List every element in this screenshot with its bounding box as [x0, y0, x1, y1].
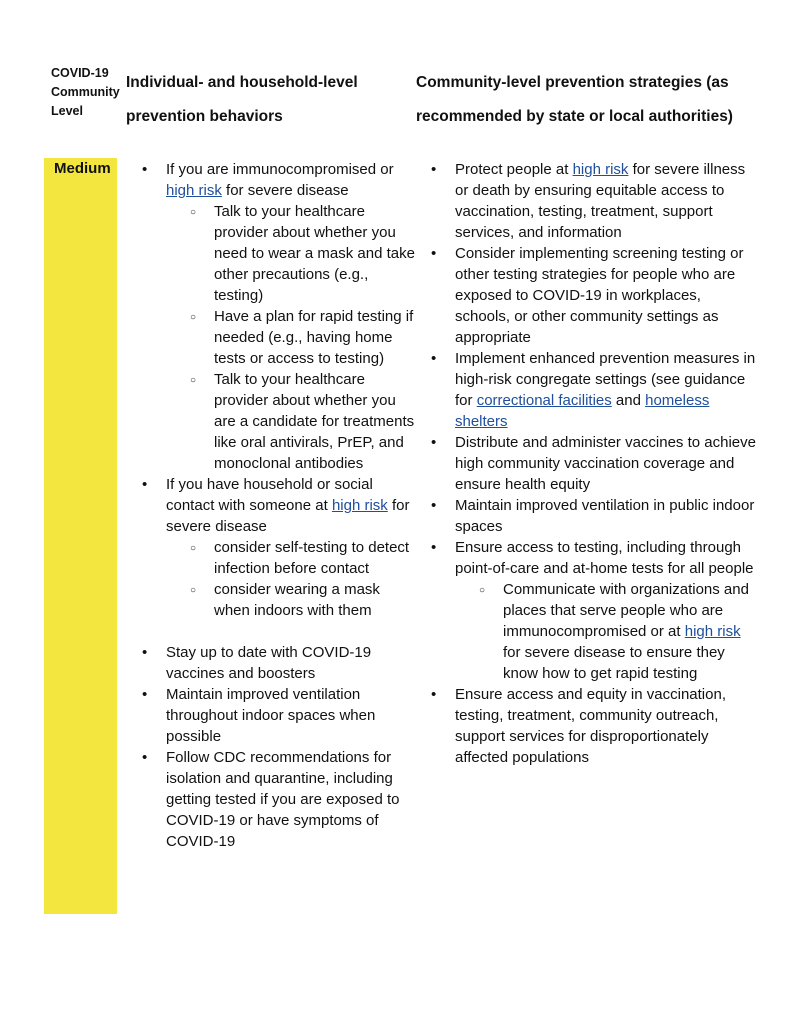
spacer	[166, 621, 418, 642]
list-item: • Stay up to date with COVID-19 vaccines and boosters	[128, 642, 418, 684]
list-item: • Implement enhanced prevention measures in high-risk congregate settings (see guidance for correctional facilities and homeless shelters	[417, 348, 757, 432]
sub-list-item: ○ Communicate with organizations and places that serve people who are immunocompromised or at high risk for severe disease to ensure they know how to get rapid testing	[455, 579, 757, 684]
list-item: • Ensure access and equity in vaccination, testing, treatment, community outreach, support services for disproportionately affected populations	[417, 684, 757, 768]
list-item: • Distribute and administer vaccines to achieve high community vaccination coverage and ensure health equity	[417, 432, 757, 495]
community-column	[417, 159, 757, 768]
list-item: • Maintain improved ventilation throughout indoor spaces when possible	[128, 684, 418, 747]
header-community-strategies: Community-level prevention strategies (as recommended by state or local authorities)	[416, 74, 733, 125]
header-covid-level: COVID-19 Community Level	[51, 66, 120, 118]
high-risk-link[interactable]: high risk	[166, 182, 222, 199]
level-label-medium: Medium	[54, 160, 111, 177]
sub-list-item: ○ Have a plan for rapid testing if needed (e.g., having home tests or access to testing)	[166, 306, 418, 369]
high-risk-link[interactable]: high risk	[331, 497, 388, 514]
list-item: • Ensure access to testing, including through point-of-care and at-home tests for all people ○ Communicate with organizations and places that serve people who are immunocompromised or at high risk for severe disease to ensure they know how to get rapid testing	[417, 537, 757, 684]
high-risk-link[interactable]: high risk	[572, 161, 629, 178]
list-item: • Protect people at high risk for severe illness or death by ensuring equitable access to vaccination, testing, treatment, support services, and information	[417, 159, 757, 243]
list-item: • Maintain improved ventilation in public indoor spaces	[417, 495, 757, 537]
list-item: • Consider implementing screening testing or other testing strategies for people who are exposed to COVID-19 in workplaces, schools, or other community settings as appropriate	[417, 243, 757, 348]
list-item: • If you have household or social contact with someone at high risk for severe disease ○ consider self-testing to detect infection before contact ○ consider wearing a mask when indoors with them	[128, 474, 418, 642]
sub-list-item: ○ Talk to your healthcare provider about whether you need to wear a mask and take other precautions (e.g., testing)	[166, 201, 418, 306]
list-item: • If you are immunocompromised or high risk for severe disease ○ Talk to your healthcare provider about whether you need to wear a mask and take other precautions (e.g., testing) ○ Have a plan for rapid testing if needed (e.g., having home tests or access to testing) ○ Talk to your healthcare provider about whether you are a candidate for treatments like oral antivirals, PrEP, and monoclonal antibodies	[128, 159, 418, 474]
header-individual-behaviors: Individual- and household-level prevention behaviors	[126, 74, 358, 125]
list-item: • Follow CDC recommendations for isolation and quarantine, including getting tested if you are exposed to COVID-19 or have symptoms of COVID-19	[128, 747, 418, 852]
sub-list-item: ○ consider wearing a mask when indoors with them	[166, 579, 418, 621]
high-risk-link[interactable]: high risk	[684, 623, 741, 640]
sub-list-item: ○ Talk to your healthcare provider about whether you are a candidate for treatments like oral antivirals, PrEP, and monoclonal antibodies	[166, 369, 418, 474]
individual-column	[128, 159, 418, 852]
homeless-shelters-link[interactable]: homeless shelters	[455, 392, 710, 430]
level-color-bar	[44, 158, 117, 914]
correctional-facilities-link[interactable]: correctional facilities	[476, 392, 612, 409]
sub-list-item: ○ consider self-testing to detect infection before contact	[166, 537, 418, 579]
